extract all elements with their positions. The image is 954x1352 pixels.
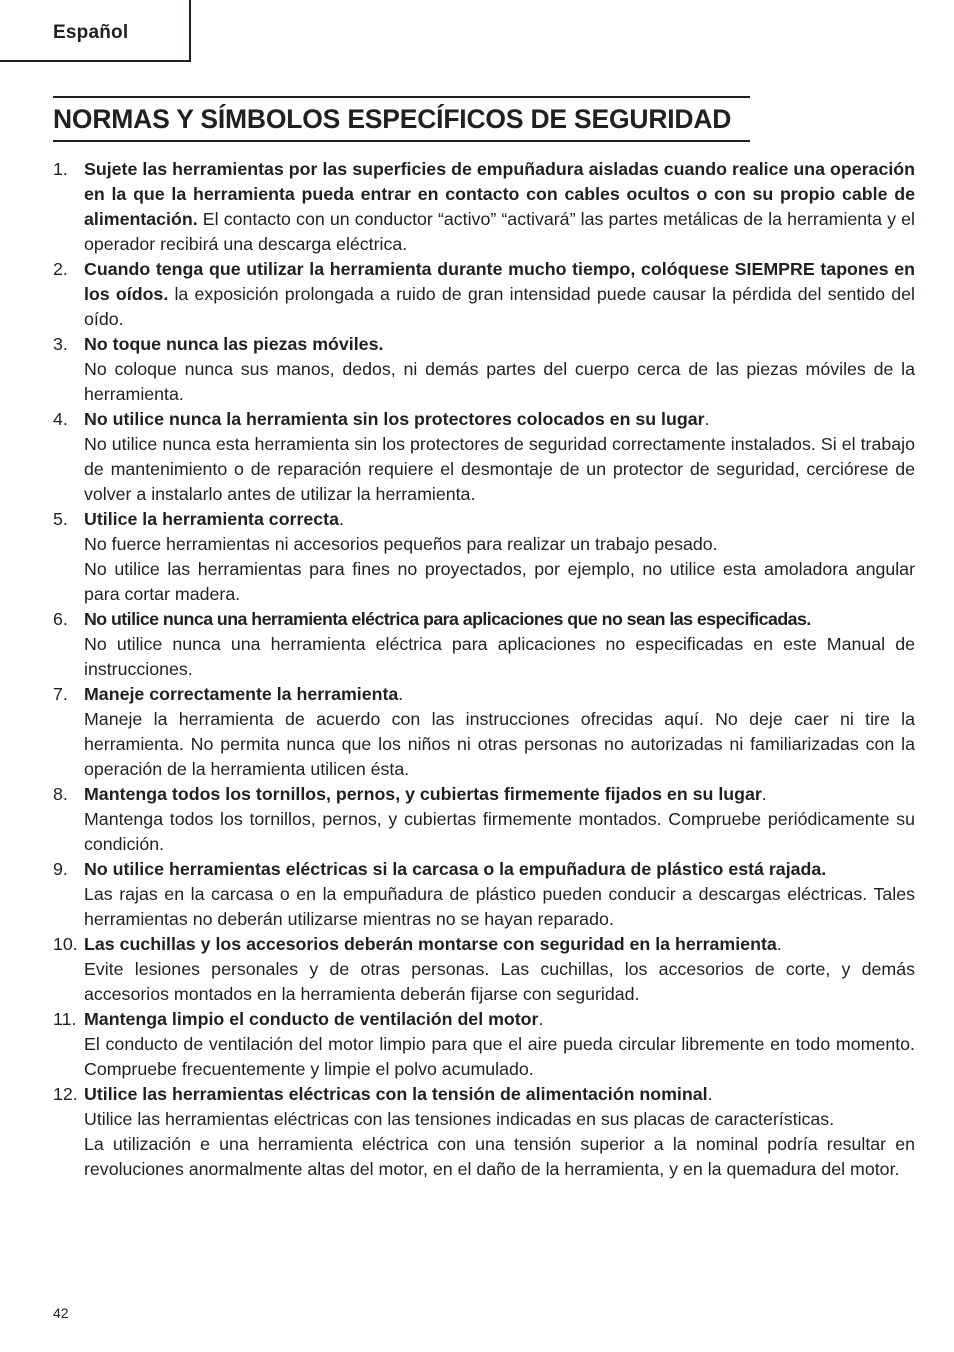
item-number: 3.	[53, 334, 68, 354]
item-number: 7.	[53, 684, 68, 704]
list-item	[53, 1082, 915, 1182]
list-item	[53, 407, 915, 507]
item-paragraph	[84, 257, 915, 332]
item-text: Evite lesiones personales y de otras personas. Las cuchillas, los accesorios de corte, y demás accesorios montados en la herramienta deberán fijarse con seguridad.	[84, 959, 915, 1004]
list-item	[53, 332, 915, 407]
item-text: La utilización e una herramienta eléctrica con una tensión superior a la nominal podría resultar en revoluciones anormalmente altas del motor, en el daño de la herramienta, y en la quemadura del motor.	[84, 1134, 915, 1179]
item-number: 8.	[53, 784, 68, 804]
item-number: 9.	[53, 859, 68, 879]
item-paragraph	[84, 532, 915, 557]
item-heading: Mantenga limpio el conducto de ventilación del motor	[84, 1009, 539, 1029]
item-paragraph	[84, 432, 915, 507]
item-text: .	[704, 409, 710, 429]
item-paragraph	[84, 407, 915, 432]
item-number: 12.	[53, 1084, 78, 1104]
item-heading: Utilice la herramienta correcta	[84, 509, 339, 529]
item-heading: Sujete las herramientas por las superficies de empuñadura aisladas cuando realice una operación en la que la herramienta pueda entrar en contacto con cables ocultos o con su propio cable de alimentación.	[84, 159, 915, 229]
item-heading: Utilice las herramientas eléctricas con la tensión de alimentación nominal	[84, 1084, 708, 1104]
list-item	[53, 157, 915, 257]
item-number: 2.	[53, 259, 68, 279]
item-paragraph	[84, 957, 915, 1007]
item-paragraph	[84, 357, 915, 407]
item-number: 10.	[53, 934, 78, 954]
item-text: No utilice nunca una herramienta eléctrica para aplicaciones no especificadas en este Manual de instrucciones.	[84, 634, 915, 679]
item-number: 5.	[53, 509, 68, 529]
item-heading: Cuando tenga que utilizar la herramienta durante mucho tiempo, colóquese SIEMPRE tapones en los oídos.	[84, 259, 915, 304]
item-text: Utilice las herramientas eléctricas con las tensiones indicadas en sus placas de características.	[84, 1109, 835, 1129]
list-item	[53, 257, 915, 332]
list-item	[53, 782, 915, 857]
item-heading: No utilice nunca una herramienta eléctrica para aplicaciones que no sean las especificadas.	[84, 609, 811, 629]
list-item	[53, 507, 915, 607]
item-heading: No utilice nunca la herramienta sin los protectores colocados en su lugar	[84, 409, 705, 429]
language-tab	[0, 0, 191, 62]
language-label: Español	[53, 22, 129, 43]
list-item	[53, 607, 915, 682]
safety-rules-list	[53, 157, 915, 1182]
page-title: NORMAS Y SÍMBOLOS ESPECÍFICOS DE SEGURIDAD	[53, 96, 750, 142]
item-text: .	[761, 784, 767, 804]
list-item	[53, 932, 915, 1007]
item-paragraph	[84, 882, 915, 932]
item-text: No utilice las herramientas para fines no proyectados, por ejemplo, no utilice esta amoladora angular para cortar madera.	[84, 559, 915, 604]
item-text: .	[707, 1084, 713, 1104]
item-paragraph	[84, 782, 915, 807]
item-paragraph	[84, 682, 915, 707]
item-text: .	[398, 684, 404, 704]
item-heading: Maneje correctamente la herramienta	[84, 684, 399, 704]
item-paragraph	[84, 1107, 915, 1132]
item-number: 6.	[53, 609, 68, 629]
item-heading: Las cuchillas y los accesorios deberán montarse con seguridad en la herramienta	[84, 934, 777, 954]
item-text: No fuerce herramientas ni accesorios pequeños para realizar un trabajo pesado.	[84, 534, 718, 554]
item-text: Mantenga todos los tornillos, pernos, y cubiertas firmemente montados. Compruebe periódicamente su condición.	[84, 809, 915, 854]
item-paragraph	[84, 1132, 915, 1182]
item-heading: Mantenga todos los tornillos, pernos, y cubiertas firmemente fijados en su lugar	[84, 784, 762, 804]
item-number: 1.	[53, 159, 68, 179]
item-paragraph	[84, 1007, 915, 1032]
item-paragraph	[84, 1082, 915, 1107]
item-text: No coloque nunca sus manos, dedos, ni demás partes del cuerpo cerca de las piezas móviles de la herramienta.	[84, 359, 915, 404]
item-paragraph	[84, 507, 915, 532]
item-paragraph	[84, 332, 915, 357]
item-text: .	[776, 934, 782, 954]
item-paragraph	[84, 807, 915, 857]
item-paragraph	[84, 707, 915, 782]
item-heading: No toque nunca las piezas móviles.	[84, 334, 384, 354]
list-item	[53, 1007, 915, 1082]
item-paragraph	[84, 1032, 915, 1082]
item-paragraph	[84, 157, 915, 257]
item-heading: No utilice herramientas eléctricas si la carcasa o la empuñadura de plástico está rajada.	[84, 859, 827, 879]
item-paragraph	[84, 557, 915, 607]
item-paragraph	[84, 932, 915, 957]
page-number: 42	[53, 1305, 69, 1321]
item-text: .	[338, 509, 344, 529]
list-item	[53, 857, 915, 932]
item-paragraph	[84, 632, 915, 682]
item-text: El conducto de ventilación del motor limpio para que el aire pueda circular libremente en todo momento. Compruebe frecuentemente y limpie el polvo acumulado.	[84, 1034, 915, 1079]
item-paragraph	[84, 607, 915, 632]
item-text: .	[538, 1009, 544, 1029]
item-paragraph	[84, 857, 915, 882]
item-text: El contacto con un conductor “activo” “activará” las partes metálicas de la herramienta y el operador recibirá una descarga eléctrica.	[84, 209, 915, 254]
item-number: 4.	[53, 409, 68, 429]
item-text: Maneje la herramienta de acuerdo con las instrucciones ofrecidas aquí. No deje caer ni tire la herramienta. No permita nunca que los niños ni otras personas no autorizadas ni familiarizadas con la operación de la herramienta utilicen ésta.	[84, 709, 915, 779]
item-text: Las rajas en la carcasa o en la empuñadura de plástico pueden conducir a descargas eléctricas. Tales herramientas no deberán utilizarse mientras no se hayan reparado.	[84, 884, 915, 929]
item-number: 11.	[53, 1009, 77, 1029]
item-text: No utilice nunca esta herramienta sin los protectores de seguridad correctamente instalados. Si el trabajo de mantenimiento o de reparación requiere el desmontaje de un protector de seguridad, cerciórese de volver a instalarlo antes de utilizar la herramienta.	[84, 434, 915, 504]
item-text: la exposición prolongada a ruido de gran intensidad puede causar la pérdida del sentido del oído.	[84, 284, 915, 329]
list-item	[53, 682, 915, 782]
